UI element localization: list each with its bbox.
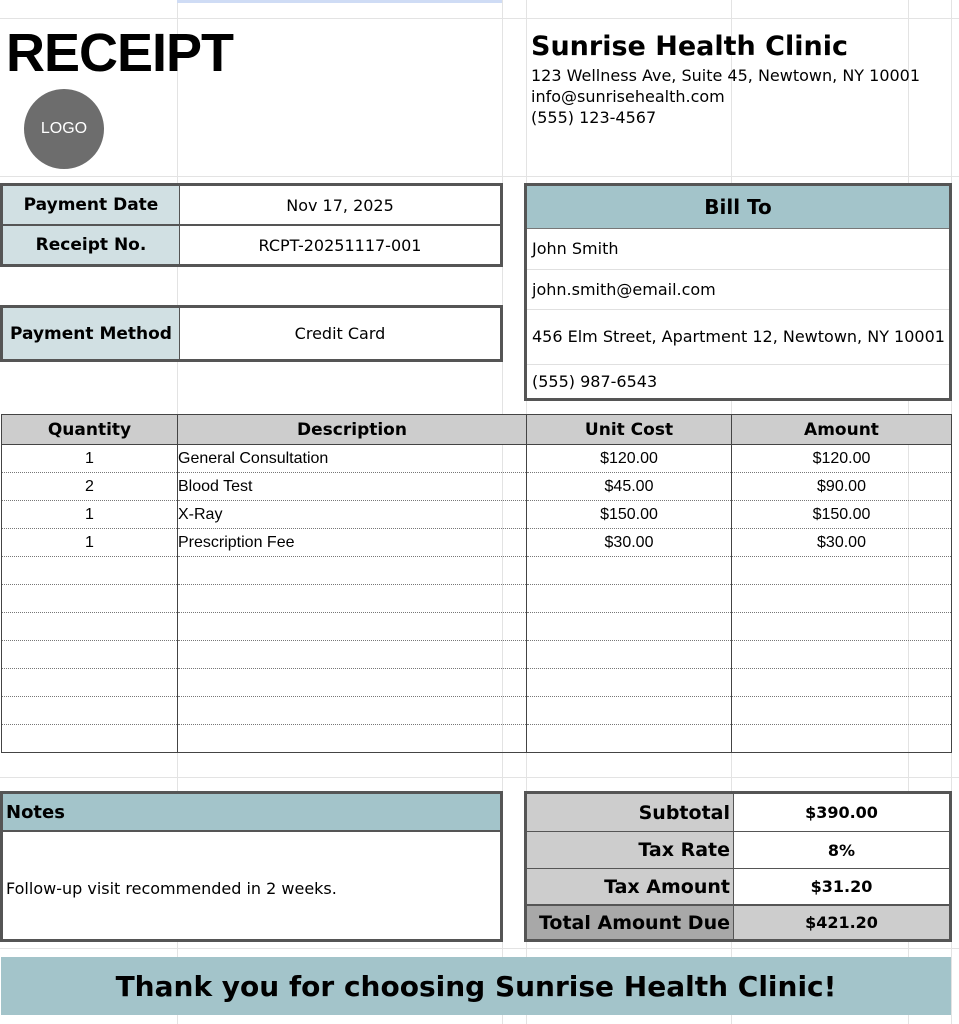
item-description[interactable]: X-Ray: [178, 501, 527, 529]
bill-to-box: [524, 183, 952, 401]
empty-table-row: [2, 557, 952, 585]
col-header-unit-cost: Unit Cost: [527, 415, 732, 445]
item-unit-cost[interactable]: $150.00: [527, 501, 732, 529]
payment-info-box: [0, 183, 503, 267]
thank-you-banner: Thank you for choosing Sunrise Health Clinic!: [1, 957, 951, 1015]
item-qty[interactable]: 1: [2, 529, 178, 557]
bill-to-name[interactable]: John Smith: [527, 229, 949, 270]
empty-table-row: [2, 641, 952, 669]
item-unit-cost[interactable]: $120.00: [527, 445, 732, 473]
item-unit-cost[interactable]: $30.00: [527, 529, 732, 557]
notes-header: Notes: [3, 794, 500, 832]
empty-table-row: [2, 613, 952, 641]
receipt-no-value[interactable]: RCPT-20251117-001: [258, 235, 422, 255]
empty-cell[interactable]: [2, 697, 178, 725]
empty-cell[interactable]: [2, 557, 178, 585]
tax-amount-label: Tax Amount: [527, 869, 734, 904]
item-amount[interactable]: $30.00: [732, 529, 952, 557]
bill-to-email[interactable]: john.smith@email.com: [527, 270, 949, 310]
table-row: [2, 445, 952, 473]
items-table: [1, 414, 952, 753]
tax-amount-value[interactable]: $31.20: [810, 877, 873, 896]
item-description[interactable]: General Consultation: [178, 445, 527, 473]
empty-cell[interactable]: [527, 725, 732, 753]
empty-cell[interactable]: [2, 669, 178, 697]
item-qty[interactable]: 1: [2, 501, 178, 529]
col-header-quantity: Quantity: [2, 415, 178, 445]
bill-to-address[interactable]: 456 Elm Street, Apartment 12, Newtown, NY 10001: [527, 310, 949, 365]
empty-cell[interactable]: [527, 585, 732, 613]
notes-text[interactable]: Follow-up visit recommended in 2 weeks.: [6, 879, 337, 898]
table-row: [2, 501, 952, 529]
empty-cell[interactable]: [2, 613, 178, 641]
payment-date-label: Payment Date: [3, 186, 180, 226]
empty-cell[interactable]: [178, 669, 527, 697]
payment-method-box: [0, 305, 503, 362]
notes-box: [0, 791, 503, 942]
col-header-description: Description: [178, 415, 527, 445]
empty-cell[interactable]: [178, 557, 527, 585]
empty-cell[interactable]: [527, 697, 732, 725]
empty-cell[interactable]: [732, 725, 952, 753]
tax-rate-label: Tax Rate: [527, 832, 734, 868]
payment-method-label: Payment Method: [3, 308, 180, 359]
selected-cell-indicator: [177, 0, 502, 3]
bill-to-header: Bill To: [527, 186, 949, 229]
empty-cell[interactable]: [732, 669, 952, 697]
col-header-amount: Amount: [732, 415, 952, 445]
empty-cell[interactable]: [732, 557, 952, 585]
subtotal-value[interactable]: $390.00: [805, 803, 878, 822]
empty-cell[interactable]: [178, 725, 527, 753]
empty-table-row: [2, 697, 952, 725]
subtotal-label: Subtotal: [527, 794, 734, 831]
item-qty[interactable]: 1: [2, 445, 178, 473]
item-qty[interactable]: 2: [2, 473, 178, 501]
empty-table-row: [2, 725, 952, 753]
receipt-no-label: Receipt No.: [3, 226, 180, 264]
item-amount[interactable]: $150.00: [732, 501, 952, 529]
bill-to-phone[interactable]: (555) 987-6543: [532, 371, 658, 391]
total-due-value[interactable]: $421.20: [734, 906, 949, 939]
subtotal-row: [527, 794, 949, 832]
total-due-label: Total Amount Due: [527, 906, 734, 939]
empty-cell[interactable]: [732, 585, 952, 613]
total-due-row: [527, 906, 949, 939]
receipt-title: RECEIPT: [6, 23, 234, 83]
empty-cell[interactable]: [527, 557, 732, 585]
empty-cell[interactable]: [2, 641, 178, 669]
table-row: [2, 529, 952, 557]
tax-amount-row: [527, 869, 949, 906]
empty-cell[interactable]: [2, 725, 178, 753]
table-row: [2, 473, 952, 501]
empty-cell[interactable]: [732, 641, 952, 669]
payment-method-value[interactable]: Credit Card: [294, 324, 386, 343]
empty-cell[interactable]: [2, 585, 178, 613]
empty-cell[interactable]: [527, 613, 732, 641]
empty-cell[interactable]: [732, 613, 952, 641]
item-amount[interactable]: $120.00: [732, 445, 952, 473]
payment-date-value[interactable]: Nov 17, 2025: [180, 186, 500, 226]
item-description[interactable]: Blood Test: [178, 473, 527, 501]
clinic-name: Sunrise Health Clinic: [531, 31, 848, 62]
clinic-email: info@sunrisehealth.com: [531, 87, 725, 106]
item-description[interactable]: Prescription Fee: [178, 529, 527, 557]
empty-cell[interactable]: [527, 669, 732, 697]
tax-rate-row: [527, 832, 949, 869]
logo: LOGO: [24, 89, 104, 169]
empty-cell[interactable]: [178, 641, 527, 669]
empty-cell[interactable]: [178, 697, 527, 725]
clinic-phone: (555) 123-4567: [531, 108, 657, 127]
empty-cell[interactable]: [527, 641, 732, 669]
empty-cell[interactable]: [178, 613, 527, 641]
clinic-address: 123 Wellness Ave, Suite 45, Newtown, NY 10001: [531, 66, 921, 85]
empty-table-row: [2, 585, 952, 613]
items-header-row: [2, 415, 952, 445]
tax-rate-value[interactable]: 8%: [827, 840, 856, 860]
item-unit-cost[interactable]: $45.00: [527, 473, 732, 501]
empty-cell[interactable]: [178, 585, 527, 613]
totals-box: [524, 791, 952, 942]
empty-table-row: [2, 669, 952, 697]
item-amount[interactable]: $90.00: [732, 473, 952, 501]
empty-cell[interactable]: [732, 697, 952, 725]
